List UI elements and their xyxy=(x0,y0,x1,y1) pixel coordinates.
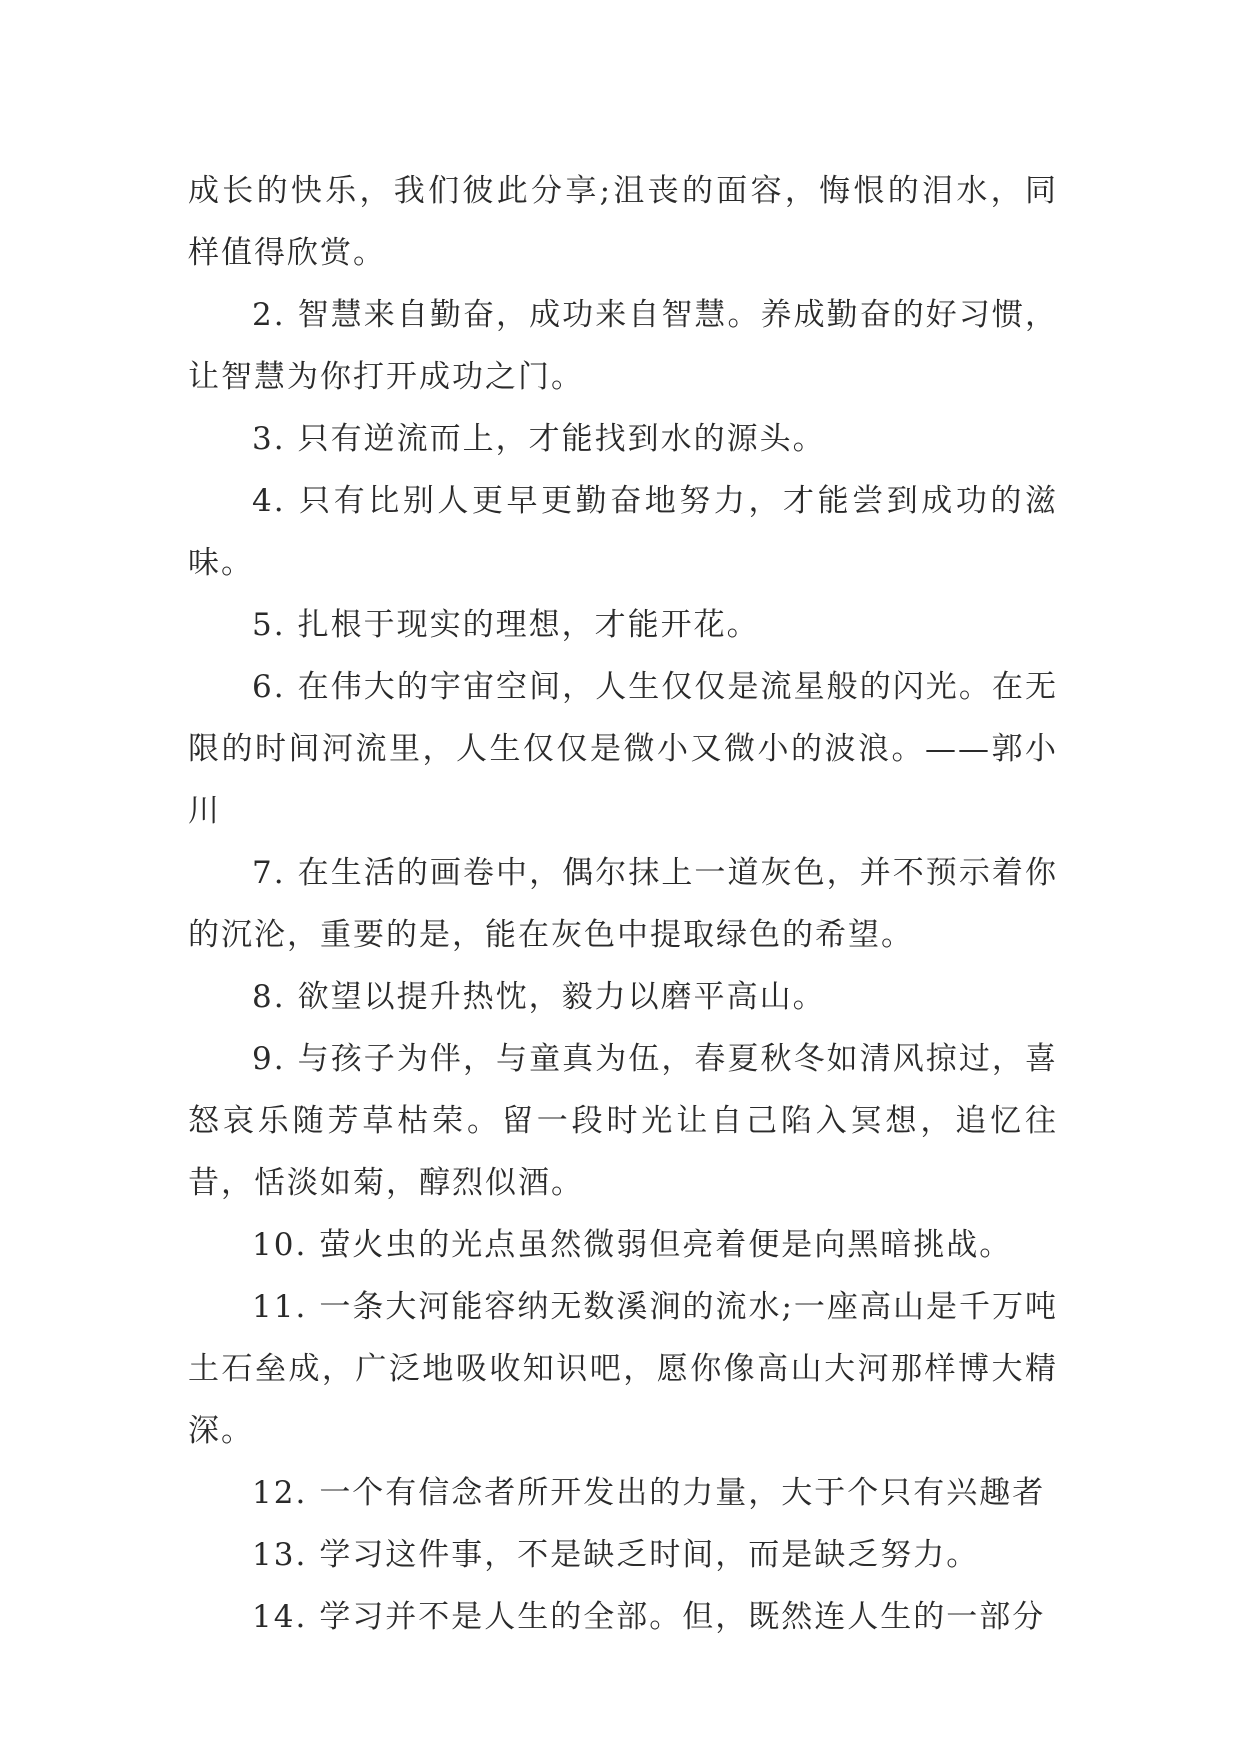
paragraph-number: 9. xyxy=(252,1041,286,1077)
paragraph-text: 一条大河能容纳无数溪涧的流水;一座高山是千万吨土石垒成，广泛地吸收知识吧，愿你像高山大河那样博大精深。 xyxy=(188,1289,1058,1449)
paragraph-number: 7. xyxy=(252,855,286,891)
paragraph-number: 4. xyxy=(252,483,286,519)
paragraph-2 xyxy=(188,284,1058,408)
paragraph-8 xyxy=(188,966,1058,1028)
paragraph-3 xyxy=(188,408,1058,470)
paragraph-text: 学习并不是人生的全部。但，既然连人生的一部分 xyxy=(319,1599,1046,1635)
paragraph-number: 12. xyxy=(252,1475,308,1511)
paragraph-number: 6. xyxy=(252,669,286,705)
paragraph-number: 11. xyxy=(252,1289,308,1325)
paragraph-number: 13. xyxy=(252,1537,308,1573)
paragraph-text: 萤火虫的光点虽然微弱但亮着便是向黑暗挑战。 xyxy=(319,1227,1013,1263)
paragraph-text: 一个有信念者所开发出的力量，大于个只有兴趣者 xyxy=(319,1475,1046,1511)
paragraph-text: 在伟大的宇宙空间，人生仅仅是流星般的闪光。在无限的时间河流里，人生仅仅是微小又微小的波浪。——郭小川 xyxy=(188,669,1058,829)
paragraph-number: 5. xyxy=(252,607,286,643)
paragraph-text: 在生活的画卷中，偶尔抹上一道灰色，并不预示着你的沉沦，重要的是，能在灰色中提取绿色的希望。 xyxy=(188,855,1058,953)
paragraph-number: 2. xyxy=(252,297,286,333)
paragraph-text: 与孩子为伴，与童真为伍，春夏秋冬如清风掠过，喜怒哀乐随芳草枯荣。留一段时光让自己陷入冥想，追忆往昔，恬淡如菊，醇烈似酒。 xyxy=(188,1041,1058,1201)
paragraph-7 xyxy=(188,842,1058,966)
paragraph-11 xyxy=(188,1276,1058,1462)
paragraph-10 xyxy=(188,1214,1058,1276)
paragraph-12 xyxy=(188,1462,1058,1524)
paragraph-13 xyxy=(188,1524,1058,1586)
paragraph-5 xyxy=(188,594,1058,656)
paragraph-text: 学习这件事，不是缺乏时间，而是缺乏努力。 xyxy=(319,1537,980,1573)
paragraph-text: 欲望以提升热忱，毅力以磨平高山。 xyxy=(297,979,826,1015)
paragraph-text: 智慧来自勤奋，成功来自智慧。养成勤奋的好习惯，让智慧为你打开成功之门。 xyxy=(188,297,1058,395)
paragraph-4 xyxy=(188,470,1058,594)
paragraph-number: 10. xyxy=(252,1227,308,1263)
paragraph-text: 扎根于现实的理想，才能开花。 xyxy=(297,607,760,643)
document-body xyxy=(188,160,1058,1648)
paragraph-number: 3. xyxy=(252,421,286,457)
paragraph-text: 成长的快乐，我们彼此分享;沮丧的面容，悔恨的泪水，同样值得欣赏。 xyxy=(188,173,1058,271)
paragraph-9 xyxy=(188,1028,1058,1214)
paragraph-14 xyxy=(188,1586,1058,1648)
paragraph-1 xyxy=(188,160,1058,284)
paragraph-number: 8. xyxy=(252,979,286,1015)
paragraph-number: 14. xyxy=(252,1599,308,1635)
paragraph-6 xyxy=(188,656,1058,842)
paragraph-text: 只有比别人更早更勤奋地努力，才能尝到成功的滋味。 xyxy=(188,483,1058,581)
paragraph-text: 只有逆流而上，才能找到水的源头。 xyxy=(297,421,826,457)
